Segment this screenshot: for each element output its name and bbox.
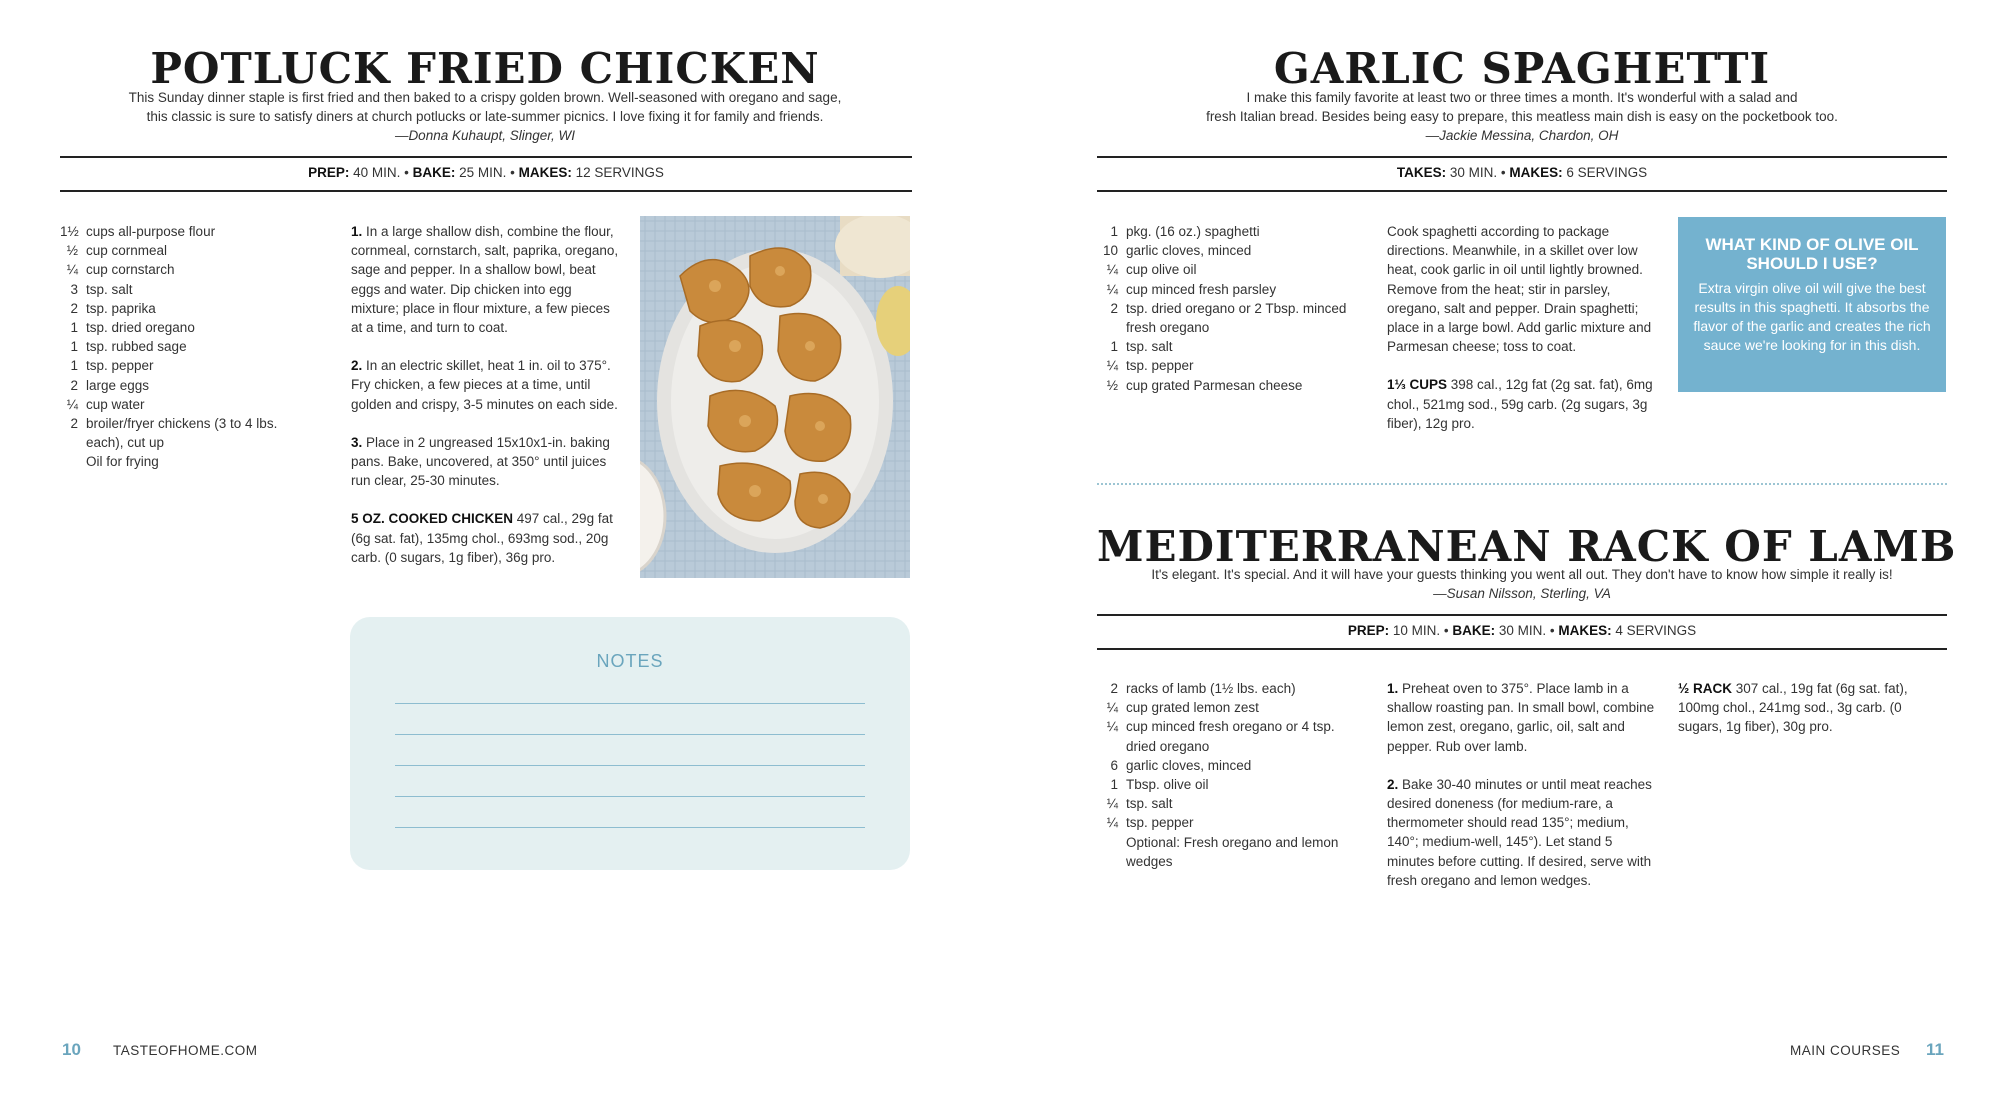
ingredient-item xyxy=(1100,376,1360,395)
ingredient-item xyxy=(60,356,310,375)
nutrition-label: 5 OZ. COOKED CHICKEN xyxy=(351,511,514,527)
ingredient-text: garlic cloves, minced xyxy=(1126,757,1252,773)
ingredient-text: racks of lamb (1½ lbs. each) xyxy=(1126,681,1296,696)
ingredient-text: cup grated lemon zest xyxy=(1126,700,1259,716)
nutrition-text: 497 cal., 29g fat (6g sat. fat), 135mg chol., 693mg sod., 20g carb. (0 sugars, 1g fiber), 36g pro. xyxy=(351,511,613,565)
intro-line: fresh Italian bread. Besides being easy to prepare, this meatless main dish is easy on the pocketbook too. xyxy=(1206,109,1838,124)
ingredient-item xyxy=(60,337,310,356)
ingredient-item xyxy=(1100,794,1360,813)
nutrition-text: 307 cal., 19g fat (6g sat. fat), 100mg chol., 241mg sod., 3g carb. (0 sugars, 1g fiber), 30g pro. xyxy=(1678,681,1908,735)
ingredient-text: cup water xyxy=(86,396,145,412)
intro-line: It's elegant. It's special. And it will have your guests thinking you went all out. They don't have to know how simple it really is! xyxy=(1151,567,1893,582)
ingredient-item xyxy=(1100,833,1360,871)
step-number: 1. xyxy=(1387,681,1399,696)
ingredient-text: large eggs xyxy=(86,377,150,393)
ingredient-qty: 2 xyxy=(70,377,78,393)
notes-line xyxy=(395,796,865,797)
ingredient-qty: 1 xyxy=(70,339,78,355)
page-number-left: 10 xyxy=(62,1040,81,1059)
ingredient-text: garlic cloves, minced xyxy=(1126,243,1252,259)
recipe-step xyxy=(351,433,623,491)
ingredient-item xyxy=(1100,775,1360,794)
recipe-steps xyxy=(1387,222,1659,452)
ingredient-text: cups all-purpose flour xyxy=(86,224,216,239)
divider-rule xyxy=(60,190,912,192)
ingredient-item xyxy=(1100,222,1360,241)
ingredient-qty: ¼ xyxy=(1106,796,1118,812)
ingredient-qty: 1 xyxy=(70,320,78,336)
ingredient-qty: 10 xyxy=(1102,243,1118,259)
meta-label: TAKES: xyxy=(1396,165,1447,180)
ingredient-item xyxy=(1100,299,1360,337)
ingredient-item xyxy=(60,376,310,395)
ingredient-item xyxy=(1100,241,1360,260)
ingredient-text: cup minced fresh parsley xyxy=(1126,281,1277,297)
meta-value: 10 MIN. • xyxy=(1389,623,1453,638)
notes-title: NOTES xyxy=(596,651,664,671)
page-number-right: 11 xyxy=(1926,1040,1944,1059)
ingredient-text: tsp. pepper xyxy=(1126,815,1194,831)
notes-line xyxy=(395,703,865,704)
ingredient-list xyxy=(60,222,310,472)
nutrition-facts xyxy=(1387,375,1659,433)
meta-value: 4 SERVINGS xyxy=(1611,623,1697,638)
intro-line: this classic is sure to satisfy diners at church potlucks or late-summer picnics. I love fixing it for family and friends. xyxy=(146,109,824,124)
step-text: Preheat oven to 375°. Place lamb in a shallow roasting pan. In small bowl, combine lemon zest, oregano, garlic, oil, salt and pepper. Rub over lamb. xyxy=(1387,681,1655,754)
ingredient-qty: ½ xyxy=(1106,377,1118,393)
recipe-title-garlic-spaghetti: GARLIC SPAGHETTI xyxy=(1273,44,1771,93)
nutrition-facts xyxy=(1678,679,1938,737)
divider-rule xyxy=(60,156,912,158)
divider-rule xyxy=(1097,614,1947,616)
ingredient-qty: 2 xyxy=(1110,681,1118,696)
ingredient-item xyxy=(1100,756,1360,775)
tip-box xyxy=(1678,217,1946,392)
recipe-steps xyxy=(351,222,623,586)
ingredient-item xyxy=(60,452,310,471)
ingredient-text: tsp. dried oregano or 2 Tbsp. minced fresh oregano xyxy=(1126,300,1347,336)
recipe-step xyxy=(1387,679,1659,756)
step-number: 3. xyxy=(351,434,363,450)
ingredient-qty: 2 xyxy=(1110,300,1118,316)
meta-label: BAKE: xyxy=(412,165,456,180)
intro-line: This Sunday dinner staple is first fried and then baked to a crispy golden brown. Well-seasoned with oregano and sage, xyxy=(128,90,842,105)
step-number: 1. xyxy=(351,224,363,239)
ingredient-qty: ¼ xyxy=(1106,281,1118,297)
ingredient-text: tsp. rubbed sage xyxy=(86,339,187,355)
ingredient-item xyxy=(60,318,310,337)
ingredient-item xyxy=(1100,260,1360,279)
ingredient-qty: ¼ xyxy=(66,262,78,278)
ingredient-item xyxy=(60,241,310,260)
ingredient-item xyxy=(1100,356,1360,375)
ingredient-item xyxy=(60,395,310,414)
meta-label: PREP: xyxy=(308,165,350,180)
divider-rule xyxy=(1097,648,1947,650)
meta-label: BAKE: xyxy=(1452,623,1496,638)
ingredient-item xyxy=(1100,280,1360,299)
ingredient-text: Oil for frying xyxy=(86,454,159,470)
step-text: In a large shallow dish, combine the flour, cornmeal, cornstarch, salt, paprika, oregano, sage and pepper. In a shallow bowl, beat eggs and water. Dip chicken into egg mixture; place in flour mixture, a few pieces at a time, and turn to coat. xyxy=(351,224,619,336)
tip-body: Extra virgin olive oil will give the best results in this spaghetti. It absorbs the flavor of the garlic and creates the rich sauce we're looking for in this dish. xyxy=(1693,280,1931,353)
ingredient-text: pkg. (16 oz.) spaghetti xyxy=(1126,224,1260,239)
ingredient-qty xyxy=(1100,833,1126,871)
step-text: In an electric skillet, heat 1 in. oil to 375°. Fry chicken, a few pieces at a time, until golden and crispy, 3-5 minutes on each side. xyxy=(351,358,618,412)
ingredient-text: tsp. paprika xyxy=(86,300,156,316)
meta-value: 30 MIN. • xyxy=(1446,165,1510,180)
recipe-author: —Jackie Messina, Chardon, OH xyxy=(1425,128,1619,143)
recipe-intro-garlic-spaghetti xyxy=(1097,88,1947,145)
ingredient-qty: 1½ xyxy=(60,224,79,239)
meta-value: 6 SERVINGS xyxy=(1562,165,1648,180)
fried-chicken-illustration xyxy=(640,216,910,578)
recipe-author: —Susan Nilsson, Sterling, VA xyxy=(1433,586,1611,601)
ingredient-text: cup grated Parmesan cheese xyxy=(1126,377,1303,393)
recipe-step xyxy=(1387,775,1659,890)
recipe-directions: Cook spaghetti according to package directions. Meanwhile, in a skillet over low heat, cook garlic in oil until lightly browned. Remove from the heat; stir in parsley, oregano, salt and pepper. Drain spaghetti; place in a large bowl. Add garlic mixture and Parmesan cheese; toss to coat. xyxy=(1387,224,1652,355)
ingredient-qty: 3 xyxy=(70,281,78,297)
ingredient-qty: 1 xyxy=(1110,224,1118,239)
footer-site: TASTEOFHOME.COM xyxy=(113,1043,258,1058)
ingredient-item xyxy=(1100,813,1360,832)
ingredient-qty: ¼ xyxy=(1106,719,1118,735)
ingredient-qty: 2 xyxy=(70,416,78,432)
ingredient-item xyxy=(60,280,310,299)
ingredient-item xyxy=(60,260,310,279)
ingredient-qty xyxy=(60,452,86,471)
ingredient-text: tsp. pepper xyxy=(1126,358,1194,374)
recipe-author: —Donna Kuhaupt, Slinger, WI xyxy=(394,128,576,143)
ingredient-item xyxy=(1100,679,1360,698)
ingredient-qty: 6 xyxy=(1110,757,1118,773)
recipe-meta xyxy=(1097,165,1947,180)
ingredient-item xyxy=(1100,337,1360,356)
divider-rule xyxy=(1097,190,1947,192)
nutrition-text: 398 cal., 12g fat (2g sat. fat), 6mg chol., 521mg sod., 59g carb. (2g sugars, 3g fiber), 12g pro. xyxy=(1387,377,1653,431)
ingredient-text: cup minced fresh oregano or 4 tsp. dried oregano xyxy=(1126,719,1335,754)
ingredient-qty: ¼ xyxy=(1106,358,1118,374)
notes-line xyxy=(395,827,865,828)
meta-label: PREP: xyxy=(1347,623,1390,638)
meta-value: 12 SERVINGS xyxy=(571,165,664,180)
meta-label: MAKES: xyxy=(518,165,572,180)
meta-label: MAKES: xyxy=(1558,623,1612,638)
step-text: Bake 30-40 minutes or until meat reaches desired doneness (for medium-rare, a thermometer should read 135°; medium, 140°; medium-well, 145°). Let stand 5 minutes before cutting. If desired, serve with fresh oregano and lemon wedges. xyxy=(1387,776,1652,888)
section-divider-dotted xyxy=(1097,483,1947,485)
recipe-step xyxy=(351,222,623,337)
meta-value: 40 MIN. • xyxy=(349,165,413,180)
ingredient-qty: ¼ xyxy=(1106,815,1118,831)
ingredient-qty: ¼ xyxy=(66,396,78,412)
divider-rule xyxy=(1097,156,1947,158)
ingredient-qty: ¼ xyxy=(1106,262,1118,278)
ingredient-text: cup cornmeal xyxy=(86,243,168,259)
meta-value: 25 MIN. • xyxy=(455,165,519,180)
step-number: 2. xyxy=(351,358,363,374)
ingredient-item xyxy=(1100,698,1360,717)
ingredient-text: tsp. dried oregano xyxy=(86,320,195,336)
nutrition-facts xyxy=(351,509,623,567)
fried-chicken-photo xyxy=(640,216,910,578)
recipe-intro-rack-of-lamb xyxy=(1097,565,1947,603)
meta-value: 30 MIN. • xyxy=(1495,623,1559,638)
recipe-intro-fried-chicken xyxy=(60,88,910,145)
ingredient-item xyxy=(60,299,310,318)
recipe-title-rack-of-lamb: MEDITERRANEAN RACK OF LAMB xyxy=(1097,522,1957,571)
ingredient-list xyxy=(1100,222,1360,395)
notes-line xyxy=(395,734,865,735)
recipe-meta xyxy=(60,165,912,180)
ingredient-item xyxy=(60,414,310,452)
step-text: Place in 2 ungreased 15x10x1-in. baking pans. Bake, uncovered, at 350° until juices run clear, 25-30 minutes. xyxy=(351,434,610,489)
footer-section: MAIN COURSES xyxy=(1790,1043,1901,1058)
recipe-step xyxy=(351,356,623,414)
ingredient-qty: ¼ xyxy=(1106,700,1118,716)
ingredient-text: tsp. salt xyxy=(86,281,133,297)
notes-line xyxy=(395,765,865,766)
ingredient-list xyxy=(1100,679,1360,871)
meta-label: MAKES: xyxy=(1509,165,1563,180)
intro-line: I make this family favorite at least two or three times a month. It's wonderful with a salad and xyxy=(1246,90,1798,105)
ingredient-text: cup olive oil xyxy=(1126,262,1197,278)
recipe-meta xyxy=(1097,623,1947,638)
tip-title: WHAT KIND OF OLIVE OIL SHOULD I USE? xyxy=(1705,235,1919,273)
ingredient-text: Optional: Fresh oregano and lemon wedges xyxy=(1126,834,1339,869)
ingredient-qty: 1 xyxy=(1110,339,1118,355)
ingredient-text: tsp. salt xyxy=(1126,796,1173,812)
ingredient-text: tsp. salt xyxy=(1126,339,1173,355)
ingredient-text: cup cornstarch xyxy=(86,262,175,278)
ingredient-item xyxy=(1100,717,1360,755)
ingredient-qty: 1 xyxy=(70,358,78,374)
ingredient-text: broiler/fryer chickens (3 to 4 lbs. each), cut up xyxy=(86,416,278,451)
ingredient-qty: ½ xyxy=(66,243,78,259)
ingredient-text: tsp. pepper xyxy=(86,358,154,374)
notes-box xyxy=(350,617,910,870)
ingredient-item xyxy=(60,222,310,241)
nutrition-label: 1⅓ CUPS xyxy=(1387,377,1448,393)
ingredient-text: Tbsp. olive oil xyxy=(1126,777,1209,793)
recipe-steps xyxy=(1387,679,1659,909)
nutrition-label: ½ RACK xyxy=(1678,681,1733,696)
ingredient-qty: 2 xyxy=(70,300,78,316)
recipe-title-fried-chicken: POTLUCK FRIED CHICKEN xyxy=(150,44,820,93)
ingredient-qty: 1 xyxy=(1110,777,1118,793)
step-number: 2. xyxy=(1387,776,1399,792)
